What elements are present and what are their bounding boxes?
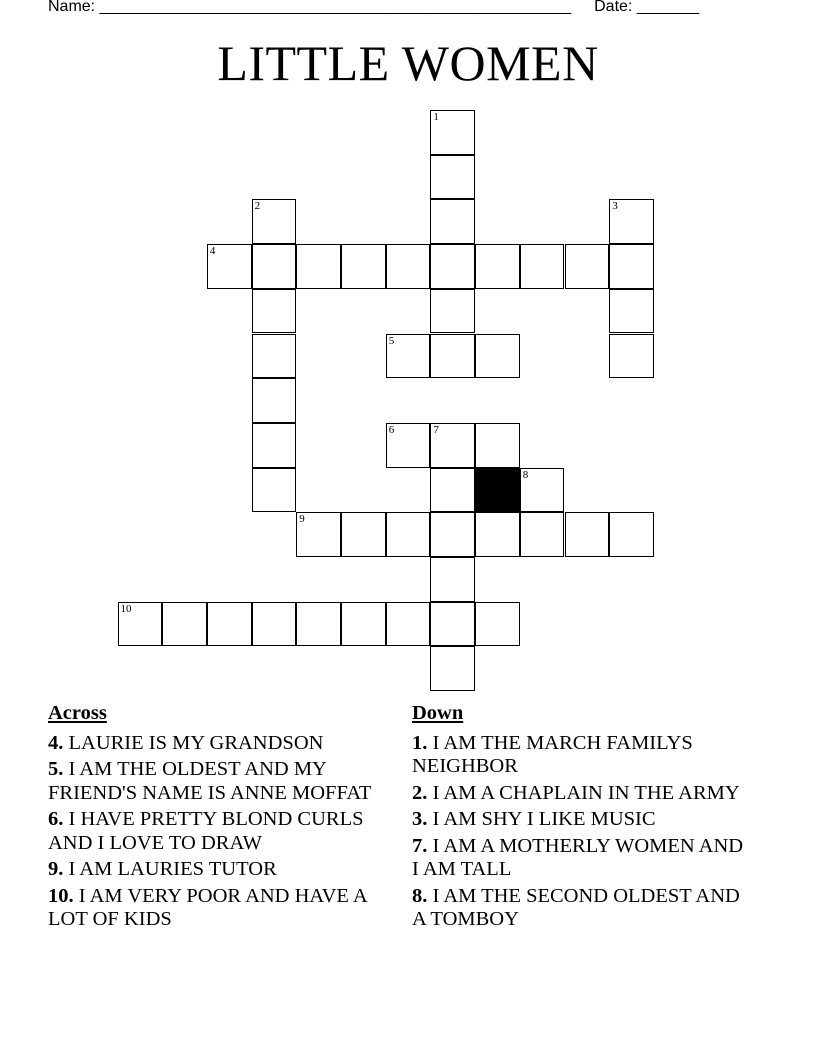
clue-num: 9. <box>48 858 64 880</box>
down-heading: Down <box>412 702 464 724</box>
clue-text: I AM THE OLDEST AND MY FRIEND'S NAME IS ANNE MOFFAT <box>48 758 372 804</box>
crossword-cell[interactable] <box>252 334 297 379</box>
crossword-cell[interactable] <box>475 244 520 289</box>
clue-item <box>412 835 752 882</box>
crossword-cell[interactable] <box>609 334 654 379</box>
crossword-cell[interactable] <box>252 468 297 513</box>
crossword-cell[interactable] <box>386 423 431 468</box>
crossword-cell[interactable] <box>252 289 297 334</box>
clue-num: 6. <box>48 808 64 830</box>
clue-number: 2 <box>254 200 261 213</box>
clue-text: I AM A MOTHERLY WOMEN AND I AM TALL <box>412 834 744 880</box>
crossword-cell[interactable] <box>520 468 565 513</box>
clue-number: 1 <box>433 111 439 123</box>
clue-item <box>48 808 388 855</box>
clue-text: I AM LAURIES TUTOR <box>63 858 277 880</box>
clue-item <box>412 885 752 932</box>
crossword-cell[interactable] <box>565 512 610 557</box>
clue-item <box>48 858 388 882</box>
clue-text: I AM THE MARCH FAMILYS NEIGHBOR <box>412 731 693 777</box>
clue-text: I AM VERY POOR AND HAVE A LOT OF KIDS <box>48 884 367 930</box>
crossword-cell[interactable] <box>430 199 475 244</box>
crossword-cell[interactable] <box>475 512 520 557</box>
clue-number: 10 <box>120 602 132 615</box>
down-clues <box>412 702 752 935</box>
across-clues <box>48 702 388 935</box>
crossword-cell[interactable] <box>252 199 297 244</box>
date-field[interactable]: _______ <box>636 0 700 15</box>
crossword-cell[interactable] <box>430 557 475 602</box>
crossword-cell[interactable] <box>430 468 475 513</box>
clue-item <box>48 758 388 805</box>
crossword-cell[interactable] <box>341 244 386 289</box>
clue-item <box>412 732 752 779</box>
crossword-cell[interactable] <box>475 334 520 379</box>
clue-number: 4 <box>209 245 216 258</box>
crossword-cell[interactable] <box>430 512 475 557</box>
clue-num: 8. <box>412 884 428 907</box>
crossword-cell[interactable] <box>475 423 520 468</box>
crossword-cell[interactable] <box>520 512 565 557</box>
crossword-cell[interactable] <box>386 512 431 557</box>
crossword-black-cell <box>475 468 520 513</box>
clue-item <box>412 808 752 832</box>
date-label: Date: <box>594 0 633 15</box>
clue-item <box>412 782 752 806</box>
crossword-cell[interactable] <box>430 155 475 200</box>
crossword-cell[interactable] <box>386 334 431 379</box>
clue-num: 10. <box>48 884 74 907</box>
crossword-cell[interactable] <box>341 512 386 557</box>
clue-num: 4. <box>48 731 64 754</box>
crossword-cell[interactable] <box>207 244 252 289</box>
clue-text: I AM THE SECOND OLDEST AND A TOMBOY <box>412 884 740 930</box>
crossword-cell[interactable] <box>609 244 654 289</box>
clue-text: I HAVE PRETTY BLOND CURLS AND I LOVE TO DRAW <box>48 808 364 854</box>
crossword-cell[interactable] <box>430 423 475 468</box>
clue-text: I AM SHY I LIKE MUSIC <box>427 808 656 830</box>
crossword-cell[interactable] <box>609 512 654 557</box>
clue-num: 5. <box>48 758 64 780</box>
crossword-cell[interactable] <box>252 602 297 647</box>
crossword-cell[interactable] <box>386 602 431 647</box>
crossword-cell[interactable] <box>341 602 386 647</box>
crossword-cell[interactable] <box>430 334 475 379</box>
crossword-cell[interactable] <box>296 244 341 289</box>
crossword-cell[interactable] <box>430 110 475 155</box>
crossword-cell[interactable] <box>162 602 207 647</box>
crossword-cell[interactable] <box>252 423 297 468</box>
crossword-cell[interactable] <box>475 602 520 647</box>
clue-item <box>48 732 388 756</box>
name-label: Name: <box>48 0 96 15</box>
crossword-cell[interactable] <box>296 512 341 557</box>
crossword-cell[interactable] <box>430 244 475 289</box>
across-heading: Across <box>48 702 107 724</box>
crossword-cell[interactable] <box>296 602 341 647</box>
crossword-cell[interactable] <box>252 244 297 289</box>
name-field[interactable]: _____________________________________________________ <box>99 0 572 15</box>
crossword-cell[interactable] <box>430 646 475 691</box>
crossword-cell[interactable] <box>430 602 475 647</box>
crossword-cell[interactable] <box>520 244 565 289</box>
crossword-cell[interactable] <box>609 199 654 244</box>
crossword-cell[interactable] <box>252 378 297 423</box>
clue-text: I AM A CHAPLAIN IN THE ARMY <box>427 781 740 804</box>
crossword-cell[interactable] <box>386 244 431 289</box>
crossword-cell[interactable] <box>118 602 163 647</box>
clue-number: 3 <box>612 200 618 213</box>
clue-number: 8 <box>522 468 529 481</box>
clue-num: 7. <box>412 834 428 857</box>
clue-num: 2. <box>412 781 428 804</box>
clue-text: LAURIE IS MY GRANDSON <box>63 731 324 754</box>
clue-number: 7 <box>433 423 439 436</box>
clue-item <box>48 885 388 932</box>
crossword-cell[interactable] <box>565 244 610 289</box>
clue-number: 5 <box>388 334 395 347</box>
clue-number: 9 <box>299 513 305 526</box>
clue-num: 1. <box>412 731 428 754</box>
page-title: LITTLE WOMEN <box>217 35 599 91</box>
crossword-cell[interactable] <box>207 602 252 647</box>
crossword-cell[interactable] <box>430 289 475 334</box>
crossword-cell[interactable] <box>609 289 654 334</box>
clue-num: 3. <box>412 808 428 830</box>
clue-number: 6 <box>388 423 395 436</box>
